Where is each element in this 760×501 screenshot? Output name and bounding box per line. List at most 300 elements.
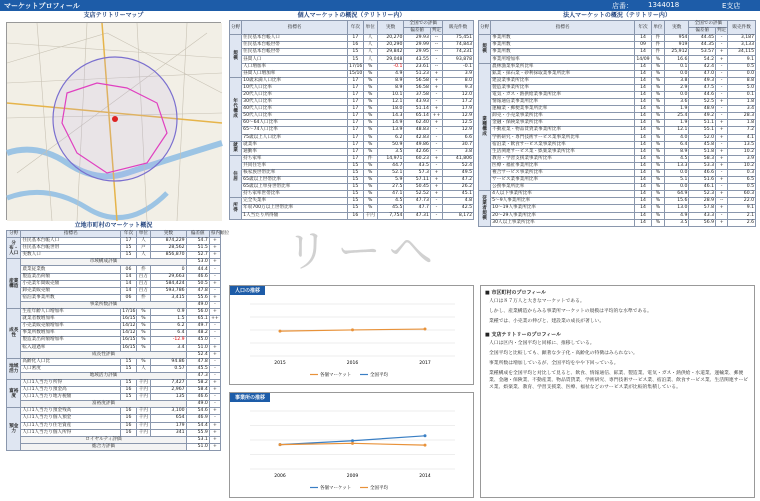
table-row [479, 70, 756, 77]
item-cell: 製造業出荷額増加率 [21, 337, 121, 344]
sales-cell: 12.5 [443, 120, 474, 127]
judge-cell: + [716, 162, 728, 169]
item-cell: 10～19人事業所比率 [491, 205, 635, 212]
judge-cell: + [430, 70, 442, 77]
unit-cell: 戸 [136, 245, 150, 252]
value-cell: 0 [151, 266, 186, 273]
col-item: 指標名 [21, 231, 121, 238]
unit-cell: % [651, 106, 664, 113]
table-row [7, 401, 221, 408]
unit-cell: % [363, 169, 377, 176]
judge-cell: -- [430, 42, 442, 49]
x-tick-label: 2014 [419, 474, 431, 479]
year-cell: 15 [348, 56, 363, 63]
year-cell: 17 [348, 120, 363, 127]
judge-cell: - [716, 184, 728, 191]
value-cell: 3,100 [151, 408, 186, 415]
item-cell: 人口1人当たり所得 [21, 379, 121, 386]
value-cell: 14,971 [377, 155, 403, 162]
unit-cell: % [363, 134, 377, 141]
unit-cell: % [651, 177, 664, 184]
year-cell: 16 [121, 408, 137, 415]
value-cell: 654 [151, 415, 186, 422]
item-cell: 建設業事業所比率 [491, 77, 635, 84]
category-cell: 住居 [230, 155, 242, 198]
sales-cell: 8,172 [443, 212, 474, 219]
deviation-cell: 57.3 [404, 169, 430, 176]
year-cell: 16/15 [122, 337, 136, 343]
value-cell: 18.0 [377, 106, 403, 113]
sales-cell: 3.8 [443, 148, 474, 155]
individual-title: 個人マーケットの概況（テリトリー内） [297, 12, 406, 19]
deviation-cell: 46.6 [186, 394, 209, 401]
col-sales: 販売件数 [728, 21, 756, 35]
year-cell: 14 [635, 127, 652, 134]
unit-cell: % [363, 191, 377, 198]
item-cell: 5～9人事業所比率 [491, 198, 635, 205]
value-cell: 28,562 [151, 245, 186, 252]
rank-cell: - [209, 415, 220, 422]
unit-cell: % [651, 198, 664, 205]
sales-cell: 74,231 [443, 49, 474, 56]
deviation-cell: 47.3 [186, 372, 209, 379]
deviation-cell: 51.0 [186, 344, 209, 351]
table-row [230, 42, 474, 49]
deviation-cell: 54.4 [186, 422, 209, 429]
judge-cell: -- [716, 198, 728, 205]
unit-cell: % [363, 99, 377, 106]
data-point [424, 444, 427, 447]
year-cell: 15 [348, 49, 363, 56]
year-cell: 15 [348, 184, 363, 191]
page-title: マーケットプロフィール [4, 2, 80, 10]
judge-cell: - [716, 91, 728, 98]
table-row [479, 120, 756, 127]
col-item: 指標名 [242, 21, 348, 35]
sales-cell: 3,133 [728, 42, 756, 49]
value-cell: 919 [665, 42, 689, 49]
table-row [7, 245, 221, 252]
deviation-cell: 47.5 [689, 84, 716, 91]
deviation-cell: 49.7 [186, 323, 209, 330]
item-cell: 20代人口比率 [242, 91, 348, 98]
deviation-cell: 54.2 [689, 56, 716, 63]
data-point [424, 328, 427, 331]
category-cell: 分布・人口 [7, 238, 21, 259]
table-row [7, 372, 221, 379]
unit-cell: % [136, 337, 150, 344]
sales-cell: 52.4 [443, 162, 474, 169]
table-row [479, 127, 756, 134]
judge-cell: - [430, 91, 442, 98]
item-cell: 住民基本台帳世帯 [242, 49, 348, 56]
rank-cell: + [209, 408, 220, 415]
unit-cell: 件 [651, 42, 664, 49]
rank-cell: - [209, 365, 220, 372]
unit-cell: % [651, 134, 664, 141]
rank-cell: - [209, 337, 220, 344]
item-cell: 公務事業所比率 [491, 184, 635, 191]
table-row [479, 205, 756, 212]
judge-cell: + [430, 77, 442, 84]
col-sales: 販売件数 [443, 21, 474, 35]
sales-cell: 5.0 [728, 84, 756, 91]
value-cell: 64.9 [665, 191, 689, 198]
col-value: 実数 [377, 21, 403, 35]
year-cell: 15 [348, 169, 363, 176]
deviation-cell: 62.40 [404, 120, 430, 127]
year-cell: 14 [635, 219, 652, 226]
deviation-cell: 51.6 [689, 177, 716, 184]
item-cell: 運輸業・郵便業事業所比率 [491, 106, 635, 113]
city-profile-text-1: 人口は８７万人と大きなマーケットである。 [489, 299, 585, 304]
unit-cell: % [363, 70, 377, 77]
table-row [230, 106, 474, 113]
establishment-chart-title: 事業所の推移 [230, 393, 270, 402]
item-cell: 50代人口比率 [242, 113, 348, 120]
table-row [230, 141, 474, 148]
judge-cell: + [716, 205, 728, 212]
population-chart-panel [229, 285, 474, 385]
year-cell: 16 [121, 415, 137, 422]
rank-cell: - [209, 323, 220, 330]
unit-cell: 千円 [136, 379, 150, 386]
col-judge: 判定 [431, 28, 442, 34]
table-row [7, 330, 221, 337]
judge-cell: - [430, 99, 442, 106]
value-cell: 44.7 [377, 162, 403, 169]
table-row [479, 184, 756, 191]
sales-cell: 17.9 [443, 106, 474, 113]
deviation-cell: 29.99 [404, 42, 430, 49]
year-cell: 15 [121, 365, 137, 372]
item-cell: 宿泊業事業所数 [21, 294, 121, 301]
year-cell: 16 [121, 429, 137, 436]
year-cell: 17 [348, 99, 363, 106]
rank-cell: + [209, 379, 220, 386]
table-row [7, 294, 221, 301]
value-cell: 3.5 [377, 148, 403, 155]
year-cell: 17/16 [349, 63, 363, 69]
deviation-cell: 44.6 [689, 91, 716, 98]
year-cell: 14 [635, 99, 652, 106]
unit-cell: 件 [136, 294, 150, 301]
table-row [7, 408, 221, 415]
item-cell: 生活関連サービス業・娯楽業事業所比率 [491, 148, 635, 155]
col-group-national: 全国での評価 [689, 21, 728, 28]
category-cell: 規模 [479, 35, 491, 63]
year-cell: 14 [635, 141, 652, 148]
table-row [479, 177, 756, 184]
deviation-cell: 46.6 [186, 273, 209, 280]
table-row [230, 99, 474, 106]
deviation-cell: 45.5 [186, 365, 209, 372]
deviation-cell: 29.93 [404, 35, 430, 42]
table-row [479, 42, 756, 49]
item-cell: 小売業年間販売額 [21, 280, 121, 287]
unit-cell: 千円 [136, 408, 150, 415]
rank-cell: + [209, 252, 220, 259]
table-row [479, 141, 756, 148]
city-section [6, 222, 230, 451]
rank-cell: + [209, 351, 220, 358]
value-cell: 0.0 [665, 70, 689, 77]
item-cell: 総合力評価 [21, 443, 186, 450]
judge-cell: + [430, 120, 442, 127]
deviation-cell: 42.83 [404, 134, 430, 141]
item-cell: 転入超過率 [21, 344, 121, 351]
rank-cell: - [209, 287, 220, 294]
store-number[interactable]: 1344018 [648, 1, 680, 9]
year-cell: 17 [348, 141, 363, 148]
table-row [7, 365, 221, 372]
item-cell: 住民基本台帳人口 [21, 238, 121, 245]
item-cell: 就業率 [242, 141, 348, 148]
deviation-cell: 44.4 [186, 266, 209, 273]
table-row [230, 56, 474, 63]
table-row [7, 280, 221, 287]
sales-cell: 0.3 [728, 169, 756, 176]
unit-cell: 人 [136, 365, 150, 372]
category-cell: 業種構成 [479, 63, 491, 191]
x-tick-label: 2009 [346, 474, 359, 479]
value-cell: 2,967 [151, 387, 186, 394]
value-cell: 15.6 [665, 198, 689, 205]
year-cell: 14 [121, 287, 137, 294]
judge-cell: + [430, 106, 442, 113]
value-cell: 3,415 [151, 294, 186, 301]
table-row [7, 323, 221, 330]
table-row [479, 162, 756, 169]
value-cell: 1.9 [665, 120, 689, 127]
item-cell: サービス業事業所比率 [491, 177, 635, 184]
table-row [7, 436, 221, 443]
unit-cell: % [136, 323, 150, 330]
unit-cell: 千円 [136, 422, 150, 429]
unit-cell: % [136, 344, 150, 351]
judge-cell: - [716, 35, 728, 42]
table-row [230, 91, 474, 98]
deviation-cell: 52.3 [689, 191, 716, 198]
col-unit: 単位 [363, 21, 377, 35]
sales-cell: 45.1 [443, 191, 474, 198]
value-cell: 5.9 [377, 177, 403, 184]
deviation-cell: 29.95 [404, 49, 430, 56]
deviation-cell: 42.66 [404, 148, 430, 155]
unit-cell: % [651, 184, 664, 191]
corporate-table [478, 20, 756, 227]
deviation-cell: 53.1 [186, 436, 209, 443]
item-cell: 電気・ガス・熱供給業事業所比率 [491, 91, 635, 98]
rank-cell: + [209, 245, 220, 252]
deviation-cell: 51.1 [689, 120, 716, 127]
judge-cell: + [430, 84, 442, 91]
unit-cell: % [651, 77, 664, 84]
rank-cell: + [209, 443, 220, 450]
value-cell: 0.0 [665, 184, 689, 191]
value-cell: 7,754 [377, 212, 403, 219]
table-row [230, 35, 474, 42]
deviation-cell: 54.6 [186, 408, 209, 415]
territory-map[interactable] [6, 22, 221, 220]
territory-profile-text-1: 人口は区内・全国平均と同様に、推移している。 [489, 341, 595, 346]
sales-cell: 49.5 [443, 169, 474, 176]
city-profile-text-3: 業種では、小売業の伸びと、建設業の成長が著しい。 [489, 319, 605, 324]
sales-cell: 4.1 [728, 134, 756, 141]
table-row [479, 49, 756, 56]
item-cell: 持ち家率 [242, 155, 348, 162]
item-cell: 住民基本台帳世帯 [242, 42, 348, 49]
deviation-cell: 53.3 [689, 162, 716, 169]
year-cell: 14 [635, 70, 652, 77]
category-cell: 預金力 [7, 408, 21, 451]
judge-cell: - [430, 198, 442, 205]
deviation-cell: 47.73 [404, 198, 430, 205]
year-cell: 15 [348, 205, 363, 212]
col-year: 年次 [635, 21, 652, 35]
deviation-cell: 50.5 [186, 280, 209, 287]
item-cell: 農業従業数 [21, 266, 121, 273]
judge-cell: + [430, 191, 442, 198]
unit-cell: % [363, 177, 377, 184]
table-row [479, 99, 756, 106]
table-row [230, 63, 474, 70]
unit-cell: % [363, 77, 377, 84]
deviation-cell: 42.4 [689, 63, 716, 70]
value-cell: 27.5 [377, 184, 403, 191]
x-tick-label: 2015 [274, 361, 286, 366]
value-cell: 0.57 [151, 365, 186, 372]
year-cell: 14 [635, 177, 652, 184]
item-cell: 小売業販売額増加率 [21, 323, 121, 330]
item-cell: 60～64人口比率 [242, 120, 348, 127]
category-cell: 規模 [230, 35, 242, 78]
year-cell: 16 [121, 422, 137, 429]
legend-label: 全国平均 [370, 373, 388, 378]
value-cell: 45.5 [377, 205, 403, 212]
judge-cell: - [716, 77, 728, 84]
rank-cell: - [209, 301, 220, 308]
rank-cell: - [209, 330, 220, 337]
unit-cell: % [651, 99, 664, 106]
table-row [7, 344, 221, 351]
year-cell: 15 [121, 358, 137, 365]
sales-cell: 1.8 [728, 120, 756, 127]
item-cell: 人口1人当たり住宅資産 [21, 422, 121, 429]
population-chart-title: 人口の推移 [230, 286, 265, 295]
unit-cell: % [651, 191, 664, 198]
sales-cell: 3.9 [443, 70, 474, 77]
unit-cell: 人 [363, 35, 377, 42]
col-category: 分野 [230, 21, 242, 35]
year-cell: 09 [635, 42, 652, 49]
value-cell: 6.2 [377, 134, 403, 141]
item-cell: 40代人口比率 [242, 106, 348, 113]
watermark-text: リーへ [285, 226, 441, 277]
table-row [479, 63, 756, 70]
col-judge: 判定 [717, 28, 727, 34]
sales-cell: 1.8 [728, 99, 756, 106]
table-row [230, 49, 474, 56]
unit-cell: 人 [363, 56, 377, 63]
sales-cell: 8.8 [728, 77, 756, 84]
year-cell: 17 [348, 155, 363, 162]
year-cell: 16/15 [122, 344, 136, 350]
year-cell: 14 [121, 280, 137, 287]
item-cell: 10歳未満人口比率 [242, 77, 348, 84]
table-row [230, 84, 474, 91]
rank-cell: - [209, 266, 220, 273]
unit-cell: % [136, 330, 150, 337]
unit-cell: % [651, 127, 664, 134]
year-cell: 17/16 [122, 309, 136, 315]
rank-cell: + [209, 387, 220, 394]
value-cell: 94.86 [151, 358, 186, 365]
year-cell: 16/15 [122, 316, 136, 322]
item-cell: 卸売・小売業事業所比率 [491, 113, 635, 120]
judge-cell: + [716, 127, 728, 134]
value-cell: 47.1 [377, 191, 403, 198]
deviation-cell: 51.5 [186, 245, 209, 252]
year-cell: 16 [348, 42, 363, 49]
item-cell: 昼間人口 [242, 56, 348, 63]
item-cell: 住民基本台帳世帯 [21, 245, 121, 252]
deviation-cell: 56.0 [186, 309, 209, 316]
deviation-cell: 28.9 [689, 198, 716, 205]
item-cell: 共同住宅率 [242, 162, 348, 169]
deviation-cell: 53.57 [689, 49, 716, 56]
deviation-cell: 47.7 [404, 205, 430, 212]
data-point [279, 443, 282, 446]
deviation-cell: 53.0 [186, 259, 209, 266]
sales-cell: 0.0 [728, 70, 756, 77]
deviation-cell: 37.58 [404, 91, 430, 98]
table-row [7, 394, 221, 401]
unit-cell: 百万 [136, 280, 150, 287]
unit-cell: % [363, 141, 377, 148]
deviation-cell: 52.0 [689, 134, 716, 141]
judge-cell: + [716, 148, 728, 155]
value-cell: 6.2 [151, 323, 186, 330]
item-cell: 教育・学習支援業事業所比率 [491, 155, 635, 162]
value-cell: 135 [151, 394, 186, 401]
item-cell: 金融・保険業事業所比率 [491, 120, 635, 127]
deviation-cell: 54.7 [186, 238, 209, 245]
judge-cell: - [430, 56, 442, 63]
deviation-cell: 47.8 [186, 358, 209, 365]
table-row [7, 422, 221, 429]
value-cell: 3.6 [665, 99, 689, 106]
table-row [7, 316, 221, 323]
deviation-cell: 46.6 [689, 169, 716, 176]
value-cell: 8.9 [377, 77, 403, 84]
unit-cell: % [363, 84, 377, 91]
value-cell: 14.9 [377, 120, 403, 127]
judge-cell: - [716, 106, 728, 113]
year-cell: 17 [348, 113, 363, 120]
deviation-cell: 49.0 [186, 401, 209, 408]
item-cell: 核家族世帯比率 [242, 169, 348, 176]
year-cell: 14 [635, 148, 652, 155]
data-point [279, 330, 282, 333]
item-cell: 製造業事業所比率 [491, 84, 635, 91]
col-deviation: 偏差値 [689, 28, 716, 35]
col-deviation: 偏差値 [186, 231, 209, 238]
category-cell: 所得 [230, 198, 242, 219]
table-row [230, 120, 474, 127]
sales-cell: 12.0 [443, 91, 474, 98]
judge-cell: + [716, 99, 728, 106]
